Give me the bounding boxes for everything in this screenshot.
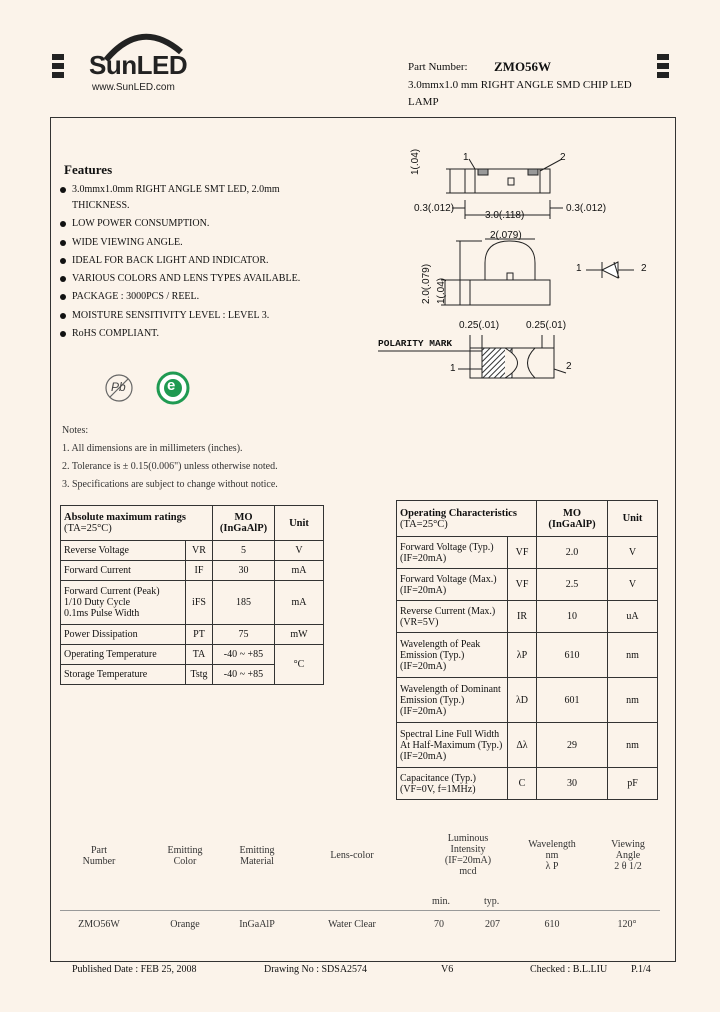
dim-h2: 1(.04)	[436, 277, 447, 304]
part-desc-2: LAMP	[408, 96, 439, 108]
pin-1-top: 1	[463, 152, 469, 163]
dim-w-left: 0.3(.012)	[414, 203, 455, 214]
lens-outline	[485, 241, 535, 280]
note-3: 3. Specifications are subject to change without notice.	[62, 479, 278, 490]
brand-name: SunLED	[89, 50, 188, 80]
feature-item: 3.0mmx1.0mm RIGHT ANGLE SMT LED, 2.0mm THICKNESS.	[60, 182, 350, 214]
feature-item: IDEAL FOR BACK LIGHT AND INDICATOR.	[60, 253, 350, 269]
pb-free-icon	[104, 373, 134, 403]
part-number: ZMO56W	[494, 59, 552, 74]
rohs-icon	[156, 371, 190, 405]
table-row: Capacitance (Typ.) (VF=0V, f=1MHz) C 30 pF	[397, 768, 658, 800]
sel-divider	[60, 910, 660, 911]
table-row: Forward Voltage (Max.) (IF=20mA) VF 2.5 V	[397, 569, 658, 601]
dim-top: 1(.04)	[410, 148, 421, 175]
note-1: 1. All dimensions are in millimeters (inches).	[62, 443, 243, 454]
sel-h-color: Emitting Color	[167, 845, 203, 867]
features-title: Features	[64, 162, 113, 177]
table-row: Power Dissipation PT 75 mW	[61, 625, 324, 645]
rohs-text: e	[167, 377, 176, 394]
dim-pad-left: 0.25(.01)	[459, 320, 500, 331]
part-label: Part Number:	[408, 61, 468, 73]
sel-h-intensity: Luminous Intensity (IF=20mA) mcd	[444, 833, 492, 877]
feature-item: RoHS COMPLIANT.	[60, 326, 350, 342]
dim-pad-right: 0.25(.01)	[526, 320, 567, 331]
abs-header-mo: MO (InGaAlP)	[213, 506, 275, 541]
footer-checked: Checked : B.L.LIU	[530, 964, 608, 975]
op-header-unit: Unit	[608, 501, 658, 537]
footer-page: P.1/4	[631, 964, 651, 975]
abs-header-param: Absolute maximum ratings (TA=25°C)	[61, 506, 213, 541]
table-row: Wavelength of Peak Emission (Typ.) (IF=20mA) λP 610 nm	[397, 633, 658, 678]
abs-max-table	[60, 505, 324, 685]
op-header-mo: MO (InGaAlP)	[537, 501, 608, 537]
pin-1-bottom: 1	[450, 363, 456, 374]
package-drawing	[370, 145, 670, 390]
note-2: 2. Tolerance is ± 0.15(0.006") unless otherwise noted.	[62, 461, 278, 472]
dim-w-right: 0.3(.012)	[566, 203, 607, 214]
table-row: Operating Temperature TA -40 ~ +85 °C	[61, 645, 324, 665]
table-row: Forward Current (Peak) 1/10 Duty Cycle 0.1ms Pulse Width iFS 185 mA	[61, 581, 324, 625]
op-header-param: Operating Characteristics (TA=25°C)	[397, 501, 537, 537]
table-row: Spectral Line Full Width At Half-Maximum (Typ.) (IF=20mA) Δλ 29 nm	[397, 723, 658, 768]
brand-logo	[86, 22, 196, 94]
footer-published: Published Date : FEB 25, 2008	[72, 964, 197, 975]
footer-drawing-no: Drawing No : SDSA2574	[264, 964, 368, 975]
table-row: Forward Current IF 30 mA	[61, 561, 324, 581]
feature-item: VARIOUS COLORS AND LENS TYPES AVAILABLE.	[60, 271, 350, 287]
sel-h-typ: typ.	[484, 896, 500, 907]
side-view-body	[470, 280, 550, 305]
sel-h-wavelength: Wavelength nm λ P	[528, 839, 576, 872]
operating-table	[396, 500, 658, 800]
abs-header-unit: Unit	[275, 506, 324, 541]
feature-item: LOW POWER CONSUMPTION.	[60, 216, 350, 232]
feature-item: PACKAGE : 3000PCS / REEL.	[60, 289, 350, 305]
pb-text: Pb	[111, 380, 126, 394]
part-desc-1: 3.0mmx1.0 mm RIGHT ANGLE SMD CHIP LED	[408, 79, 632, 91]
pin-2-bottom: 2	[566, 361, 572, 372]
notes-title: Notes:	[62, 425, 89, 436]
sel-h-material: Emitting Material	[239, 845, 275, 867]
sel-h-part: Part Number	[82, 845, 116, 867]
diode-pin-1: 1	[576, 263, 582, 274]
sel-h-lens: Lens-color	[330, 850, 374, 861]
sel-h-min: min.	[432, 896, 451, 907]
table-row: Wavelength of Dominant Emission (Typ.) (IF=20mA) λD 601 nm	[397, 678, 658, 723]
brand-url: www.SunLED.com	[92, 82, 175, 93]
footer-version: V6	[441, 964, 454, 975]
dim-h: 2.0(.079)	[421, 263, 432, 304]
pin-2-top: 2	[560, 152, 566, 163]
features-list	[60, 182, 350, 344]
table-row: Reverse Voltage VR 5 V	[61, 541, 324, 561]
table-row: Reverse Current (Max.) (VR=5V) IR 10 uA	[397, 601, 658, 633]
dim-w: 3.0(.118)	[485, 210, 525, 221]
diode-pin-2: 2	[641, 263, 647, 274]
dim-lens: 2(.079)	[490, 230, 522, 241]
feature-item: WIDE VIEWING ANGLE.	[60, 235, 350, 251]
table-row: Storage Temperature Tstg -40 ~ +85	[61, 665, 324, 685]
sel-h-angle: Viewing Angle 2 θ 1/2	[611, 839, 645, 872]
polarity-mark-label: POLARITY MARK	[378, 338, 453, 349]
feature-item: MOISTURE SENSITIVITY LEVEL : LEVEL 3.	[60, 308, 350, 324]
table-row: Forward Voltage (Typ.) (IF=20mA) VF 2.0 V	[397, 537, 658, 569]
